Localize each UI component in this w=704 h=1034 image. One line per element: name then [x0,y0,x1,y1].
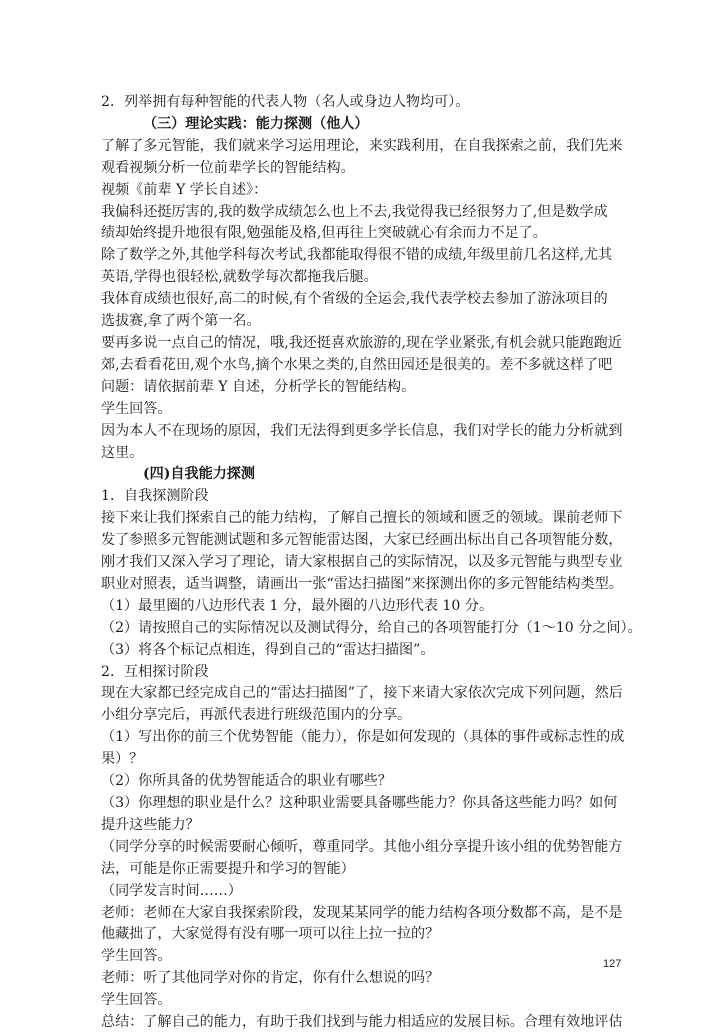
text-line: 法，可能是你正需要提升和学习的智能） [101,860,355,877]
text-line: 英语,学得也很轻松,就数学每次都拖我后腿。 [101,269,378,286]
text-line: 1．自我探测阶段 [101,488,209,505]
text-line: （3）将各个标记点相连，得到自己的“雷达扫描图”。 [101,641,435,658]
text-line: （2）你所具备的优势智能适合的职业有哪些？ [101,773,392,790]
section-heading: (四)自我能力探测 [143,466,255,483]
text-line: 了解了多元智能，我们就来学习运用理论，来实践利用，在自我探索之前，我们先来 [101,137,623,154]
text-line: 问题：请依据前辈 Y 自述，分析学长的智能结构。 [101,378,416,395]
text-line: 现在大家都已经完成自己的“雷达扫描图”了，接下来请大家依次完成下列问题，然后 [101,685,623,702]
text-line: （同学分享的时候需要耐心倾听，尊重同学。其他小组分享提升该小组的优势智能方 [101,838,623,855]
text-line: 2．列举拥有每种智能的代表人物（名人或身边人物均可）。 [101,94,470,110]
text-line: 提升这些能力？ [101,816,200,833]
text-line: （2）请按照自己的实际情况以及测试得分，给自己的各项智能打分（1～10 分之间）。 [101,619,642,636]
text-line: 刚才我们又深入学习了理论，请大家根据自己的实际情况，以及多元智能与典型专业 [101,554,623,571]
text-line: 要再多说一点自己的情况，哦,我还挺喜欢旅游的,现在学业紧张,有机会就只能跑跑近 [101,334,622,351]
document-body [101,92,642,1034]
text-line: （1）写出你的前三个优势智能（能力），你是如何发现的（具体的事件或标志性的成 [101,729,625,746]
text-line: 他藏拙了，大家觉得有没有哪一项可以往上拉一拉的？ [101,926,440,943]
text-line: 郊,去看看花田,观个水鸟,摘个水果之类的,自然田园还是很美的。差不多就这样了吧 [101,356,613,373]
text-line: 发了参照多元智能测试题和多元智能雷达图，大家已经画出标出自己各项智能分数， [101,532,623,549]
text-line: （1）最里圈的八边形代表 1 分，最外圈的八边形代表 10 分。 [101,597,494,614]
text-line: 我体育成绩也很好,高二的时候,有个省级的全运会,我代表学校去参加了游泳项目的 [101,291,608,308]
text-line: 学生回答。 [101,400,172,417]
text-line: 老师：听了其他同学对你的肯定，你有什么想说的吗？ [101,970,440,987]
text-line: 视频《前辈 Y 学长自述》： [101,181,268,198]
text-line: 选拔赛,拿了两个第一名。 [101,313,261,330]
text-line: 学生回答。 [101,948,172,965]
text-line: （3）你理想的职业是什么？这种职业需要具备哪些能力？你具备这些能力吗？如何 [101,795,618,811]
text-line: 因为本人不在现场的原因，我们无法得到更多学长信息，我们对学长的能力分析就到 [101,422,623,439]
text-line: 观看视频分析一位前辈学长的智能结构。 [101,159,355,176]
text-line: 接下来让我们探索自己的能力结构，了解自己擅长的领域和匮乏的领域。课前老师下 [101,510,623,527]
text-line: 2．互相探讨阶段 [101,663,209,680]
section-heading: （三）理论实践：能力探测（他人） [143,115,369,132]
text-line: 我偏科还挺厉害的,我的数学成绩怎么也上不去,我觉得我已经很努力了,但是数学成 [101,203,608,220]
text-line: 这里。 [101,444,144,461]
page-number: 127 [603,958,622,970]
text-line: 职业对照表，适当调整，请画出一张“雷达扫描图”来探测出你的多元智能结构类型。 [101,575,623,592]
text-line: 老师：老师在大家自我探索阶段，发现某某同学的能力结构各项分数都不高，是不是 [101,904,623,921]
text-line: 学生回答。 [101,992,172,1009]
text-line: 小组分享完后，再派代表进行班级范围内的分享。 [101,707,412,724]
text-line: 除了数学之外,其他学科每次考试,我都能取得很不错的成绩,年级里前几名这样,尤其 [101,247,613,264]
text-line: 总结：了解自己的能力，有助于我们找到与能力相适应的发展目标。合理有效地评估 [101,1014,623,1031]
text-line: （同学发言时间……） [101,882,242,899]
text-line: 果）？ [101,751,144,768]
text-line: 绩却始终提升地很有限,勉强能及格,但再往上突破就心有余而力不足了。 [101,225,547,242]
